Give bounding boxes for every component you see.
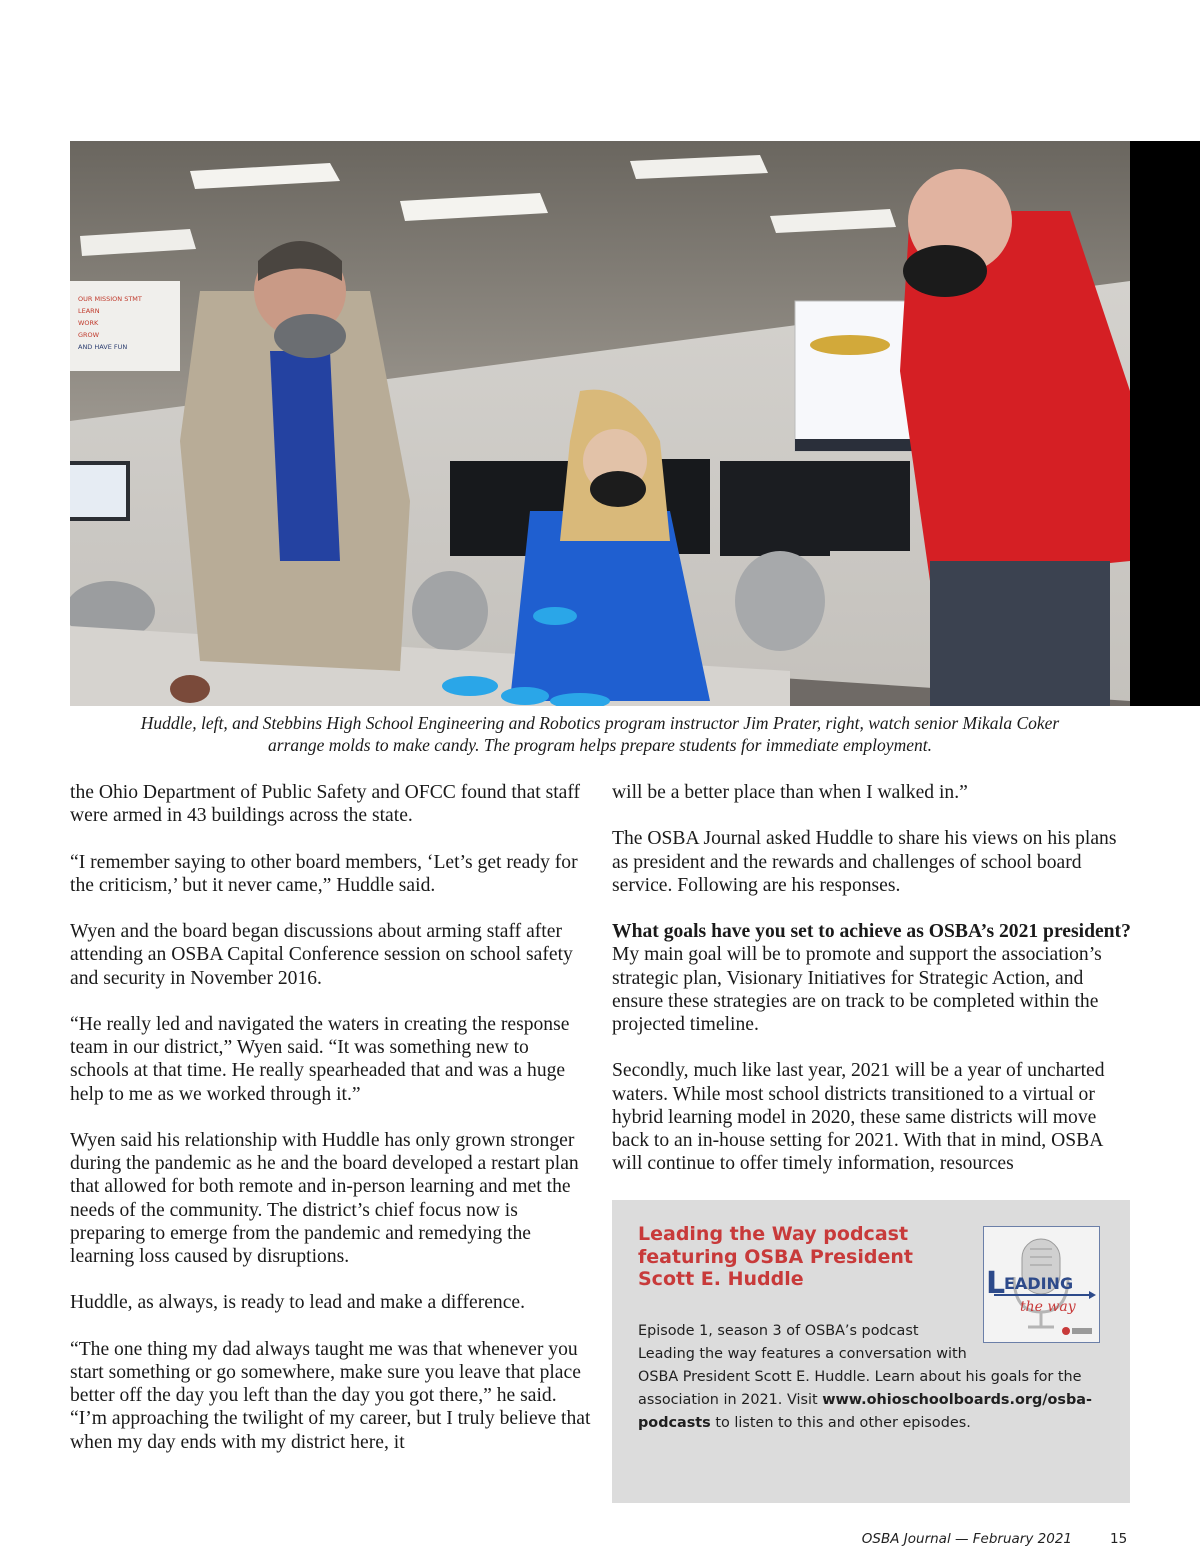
left-column bbox=[70, 781, 592, 1477]
page-number: 15 bbox=[1110, 1531, 1128, 1547]
paragraph: “I remember saying to other board members, ‘Let’s get ready for the criticism,’ but it never came,” Huddle said. bbox=[70, 851, 578, 896]
interview-answer: My main goal will be to promote and support the association’s strategic plan, Visionary Initiatives for Strategic Action, and ensure these strategies are on track to be completed within the projected timeline. bbox=[612, 944, 1102, 1035]
right-column bbox=[612, 781, 1132, 1199]
sidebar-title-line: Scott E. Huddle bbox=[638, 1268, 804, 1290]
logo-word: EADING bbox=[1004, 1274, 1074, 1293]
sidebar-line bbox=[638, 1389, 1108, 1412]
svg-text:L: L bbox=[986, 1266, 1006, 1301]
wall-sign-line: GROW bbox=[78, 331, 100, 339]
paragraph: “The one thing my dad always taught me was that whenever you start something or go somewhere, make sure you leave that place better off the day you left than the day you got there,” he said. “I’m approaching the twilight of my career, but I truly believe that when my day ends with my district here, it bbox=[70, 1338, 591, 1453]
paragraph: Secondly, much like last year, 2021 will be a year of uncharted waters. While most school districts transitioned to a virtual or hybrid learning model in 2020, these same districts will move back to an in-house setting for 2021. With that in mind, OSBA will continue to offer timely information, resources bbox=[612, 1060, 1105, 1175]
journal-footer: OSBA Journal — February 2021 bbox=[861, 1531, 1072, 1547]
sidebar-body bbox=[638, 1320, 1108, 1435]
photo-caption bbox=[70, 712, 1130, 756]
sidebar-line bbox=[638, 1412, 1108, 1435]
page-edge-tab bbox=[1130, 141, 1200, 706]
paragraph: Huddle, as always, is ready to lead and make a difference. bbox=[70, 1292, 526, 1314]
wall-sign-line: WORK bbox=[78, 319, 99, 327]
paragraph: Wyen said his relationship with Huddle has only grown stronger during the pandemic as he and the board developed a restart plan that allowed for both remote and in-person learning and met the needs of the community. The district’s chief focus now is preparing to emerge from the pandemic and remedying the learning loss caused by disruptions. bbox=[70, 1129, 579, 1267]
photo-illustration bbox=[70, 141, 1130, 706]
logo-script: the way bbox=[1020, 1299, 1076, 1315]
article-photo bbox=[70, 141, 1130, 706]
sidebar-line-text: to listen to this and other episodes. bbox=[710, 1415, 971, 1431]
wall-sign-line: OUR MISSION STMT bbox=[78, 295, 142, 303]
caption-line: Huddle, left, and Stebbins High School Engineering and Robotics program instructor Jim Prater, right, watch senior Mikala Coker bbox=[140, 713, 1060, 733]
sidebar-line-text: association in 2021. Visit bbox=[638, 1392, 823, 1408]
paragraph: The OSBA Journal asked Huddle to share his views on his plans as president and the rewards and challenges of school board service. Following are his responses. bbox=[612, 828, 1117, 896]
paragraph: will be a better place than when I walked in.” bbox=[612, 782, 968, 803]
sidebar-title-line: featuring OSBA President bbox=[638, 1245, 913, 1268]
sidebar-title bbox=[638, 1223, 938, 1291]
podcast-sidebar bbox=[612, 1200, 1130, 1503]
caption-line: arrange molds to make candy. The program helps prepare students for immediate employment. bbox=[268, 735, 932, 755]
wall-sign-line: LEARN bbox=[78, 307, 100, 315]
interview-question: What goals have you set to achieve as OSBA’s 2021 president? bbox=[612, 921, 1131, 943]
paragraph: “He really led and navigated the waters in creating the response team in our district,” Wyen said. “It was something new to schools at that time. He really spearheaded that and was a huge help to me as we worked through it.” bbox=[70, 1013, 570, 1105]
wall-sign-line: AND HAVE FUN bbox=[78, 343, 128, 351]
qa-block bbox=[612, 920, 1132, 1036]
podcast-link[interactable]: www.ohioschoolboards.org/osba- bbox=[822, 1392, 1092, 1408]
podcast-link[interactable]: podcasts bbox=[638, 1415, 711, 1431]
sidebar-line: Episode 1, season 3 of OSBA’s podcast bbox=[638, 1323, 919, 1339]
sidebar-title-line: Leading the Way podcast bbox=[638, 1223, 909, 1245]
paragraph: the Ohio Department of Public Safety and OFCC found that staff were armed in 43 buildings across the state. bbox=[70, 782, 581, 827]
sidebar-line: OSBA President Scott E. Huddle. Learn about his goals for the bbox=[638, 1369, 1082, 1385]
paragraph: Wyen and the board began discussions about arming staff after attending an OSBA Capital Conference session on school safety and security in November 2016. bbox=[70, 921, 573, 989]
sidebar-line: Leading the way features a conversation with bbox=[638, 1346, 967, 1362]
